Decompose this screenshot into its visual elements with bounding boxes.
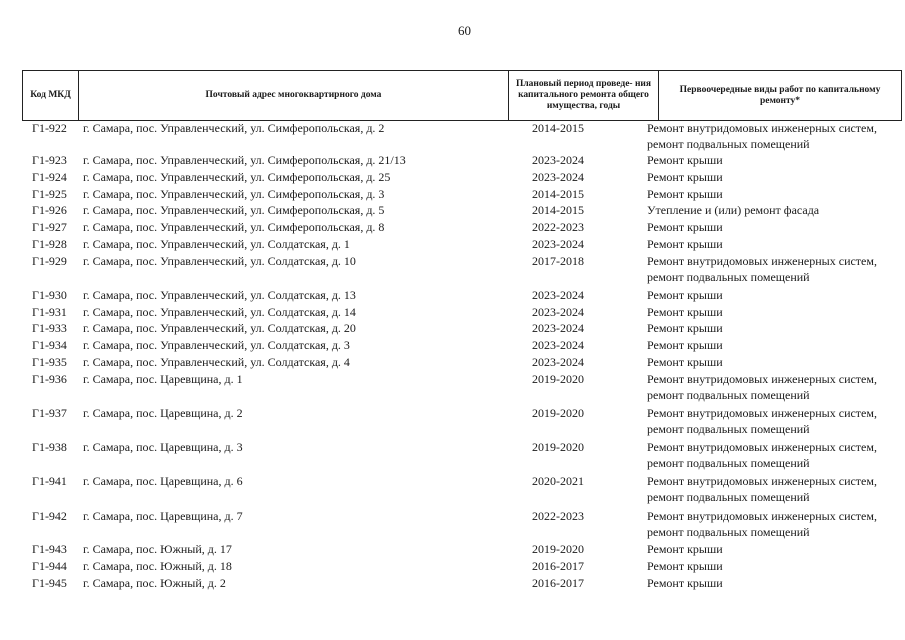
row-period: 2014-2015 <box>532 121 584 135</box>
row-code: Г1-924 <box>32 170 67 184</box>
row-address: г. Самара, пос. Управленческий, ул. Симферопольская, д. 8 <box>83 220 385 234</box>
row-code: Г1-934 <box>32 338 67 352</box>
row-work: Ремонт внутридомовых инженерных систем, <box>647 121 877 135</box>
row-period: 2019-2020 <box>532 372 584 386</box>
row-period: 2017-2018 <box>532 254 584 268</box>
row-work: Ремонт крыши <box>647 338 723 352</box>
row-address: г. Самара, пос. Царевщина, д. 7 <box>83 509 243 523</box>
row-address: г. Самара, пос. Управленческий, ул. Солдатская, д. 20 <box>83 321 356 335</box>
row-address: г. Самара, пос. Управленческий, ул. Симферопольская, д. 3 <box>83 187 385 201</box>
row-code: Г1-930 <box>32 288 67 302</box>
row-period: 2019-2020 <box>532 542 584 556</box>
row-address: г. Самара, пос. Царевщина, д. 3 <box>83 440 243 454</box>
header-address: Почтовый адрес многоквартирного дома <box>79 71 509 120</box>
row-work: Ремонт крыши <box>647 237 723 251</box>
row-code: Г1-931 <box>32 305 67 319</box>
page-number: 60 <box>458 23 471 38</box>
table-header <box>22 70 902 121</box>
row-work-line2: ремонт подвальных помещений <box>647 137 810 151</box>
row-code: Г1-938 <box>32 440 67 454</box>
row-code: Г1-933 <box>32 321 67 335</box>
row-work: Ремонт внутридомовых инженерных систем, <box>647 509 877 523</box>
row-address: г. Самара, пос. Управленческий, ул. Симферопольская, д. 5 <box>83 203 385 217</box>
row-code: Г1-926 <box>32 203 67 217</box>
row-address: г. Самара, пос. Южный, д. 18 <box>83 559 232 573</box>
row-code: Г1-935 <box>32 355 67 369</box>
row-work: Ремонт внутридомовых инженерных систем, <box>647 440 877 454</box>
header-code: Код МКД <box>22 71 79 120</box>
row-work: Ремонт крыши <box>647 288 723 302</box>
row-code: Г1-941 <box>32 474 67 488</box>
row-work: Ремонт крыши <box>647 220 723 234</box>
row-address: г. Самара, пос. Царевщина, д. 6 <box>83 474 243 488</box>
row-work: Ремонт внутридомовых инженерных систем, <box>647 372 877 386</box>
row-period: 2022-2023 <box>532 509 584 523</box>
row-period: 2020-2021 <box>532 474 584 488</box>
row-work: Утепление и (или) ремонт фасада <box>647 203 820 217</box>
row-work: Ремонт крыши <box>647 170 723 184</box>
row-work: Ремонт крыши <box>647 321 723 335</box>
row-code: Г1-945 <box>32 576 67 590</box>
row-code: Г1-942 <box>32 509 67 523</box>
row-period: 2014-2015 <box>532 203 584 217</box>
row-address: г. Самара, пос. Царевщина, д. 2 <box>83 406 243 420</box>
row-work: Ремонт внутридомовых инженерных систем, <box>647 474 877 488</box>
row-address: г. Самара, пос. Управленческий, ул. Солдатская, д. 3 <box>83 338 350 352</box>
row-work-line2: ремонт подвальных помещений <box>647 525 810 539</box>
row-work: Ремонт крыши <box>647 187 723 201</box>
row-code: Г1-925 <box>32 187 67 201</box>
header-period: Плановый период проведе- ния капитального ремонта общего имущества, годы <box>509 71 659 120</box>
row-period: 2014-2015 <box>532 187 584 201</box>
row-address: г. Самара, пос. Управленческий, ул. Симферопольская, д. 21/13 <box>83 153 406 167</box>
row-work: Ремонт крыши <box>647 542 723 556</box>
row-work: Ремонт крыши <box>647 305 723 319</box>
row-address: г. Самара, пос. Управленческий, ул. Солдатская, д. 10 <box>83 254 356 268</box>
row-address: г. Самара, пос. Царевщина, д. 1 <box>83 372 243 386</box>
row-code: Г1-936 <box>32 372 67 386</box>
row-address: г. Самара, пос. Управленческий, ул. Симферопольская, д. 25 <box>83 170 391 184</box>
row-period: 2023-2024 <box>532 170 584 184</box>
row-code: Г1-943 <box>32 542 67 556</box>
row-period: 2023-2024 <box>532 153 584 167</box>
row-work: Ремонт крыши <box>647 153 723 167</box>
row-work: Ремонт крыши <box>647 576 723 590</box>
row-address: г. Самара, пос. Управленческий, ул. Солдатская, д. 1 <box>83 237 350 251</box>
row-work: Ремонт внутридомовых инженерных систем, <box>647 406 877 420</box>
row-work-line2: ремонт подвальных помещений <box>647 270 810 284</box>
row-code: Г1-927 <box>32 220 67 234</box>
row-address: г. Самара, пос. Управленческий, ул. Симферопольская, д. 2 <box>83 121 385 135</box>
row-period: 2016-2017 <box>532 559 584 573</box>
row-period: 2019-2020 <box>532 406 584 420</box>
row-period: 2023-2024 <box>532 305 584 319</box>
row-code: Г1-928 <box>32 237 67 251</box>
row-code: Г1-923 <box>32 153 67 167</box>
row-period: 2023-2024 <box>532 355 584 369</box>
row-code: Г1-922 <box>32 121 67 135</box>
row-work-line2: ремонт подвальных помещений <box>647 490 810 504</box>
row-work: Ремонт крыши <box>647 559 723 573</box>
row-code: Г1-944 <box>32 559 67 573</box>
row-work: Ремонт крыши <box>647 355 723 369</box>
row-period: 2022-2023 <box>532 220 584 234</box>
row-address: г. Самара, пос. Управленческий, ул. Солдатская, д. 4 <box>83 355 350 369</box>
row-address: г. Самара, пос. Южный, д. 2 <box>83 576 226 590</box>
row-address: г. Самара, пос. Управленческий, ул. Солдатская, д. 14 <box>83 305 356 319</box>
row-work-line2: ремонт подвальных помещений <box>647 388 810 402</box>
row-work: Ремонт внутридомовых инженерных систем, <box>647 254 877 268</box>
row-period: 2023-2024 <box>532 338 584 352</box>
row-period: 2023-2024 <box>532 288 584 302</box>
row-code: Г1-937 <box>32 406 67 420</box>
header-works: Первоочередные виды работ по капитальному ремонту* <box>659 71 902 120</box>
row-address: г. Самара, пос. Южный, д. 17 <box>83 542 232 556</box>
row-period: 2019-2020 <box>532 440 584 454</box>
row-period: 2023-2024 <box>532 321 584 335</box>
row-work-line2: ремонт подвальных помещений <box>647 422 810 436</box>
row-period: 2023-2024 <box>532 237 584 251</box>
row-period: 2016-2017 <box>532 576 584 590</box>
row-work-line2: ремонт подвальных помещений <box>647 456 810 470</box>
row-code: Г1-929 <box>32 254 67 268</box>
row-address: г. Самара, пос. Управленческий, ул. Солдатская, д. 13 <box>83 288 356 302</box>
